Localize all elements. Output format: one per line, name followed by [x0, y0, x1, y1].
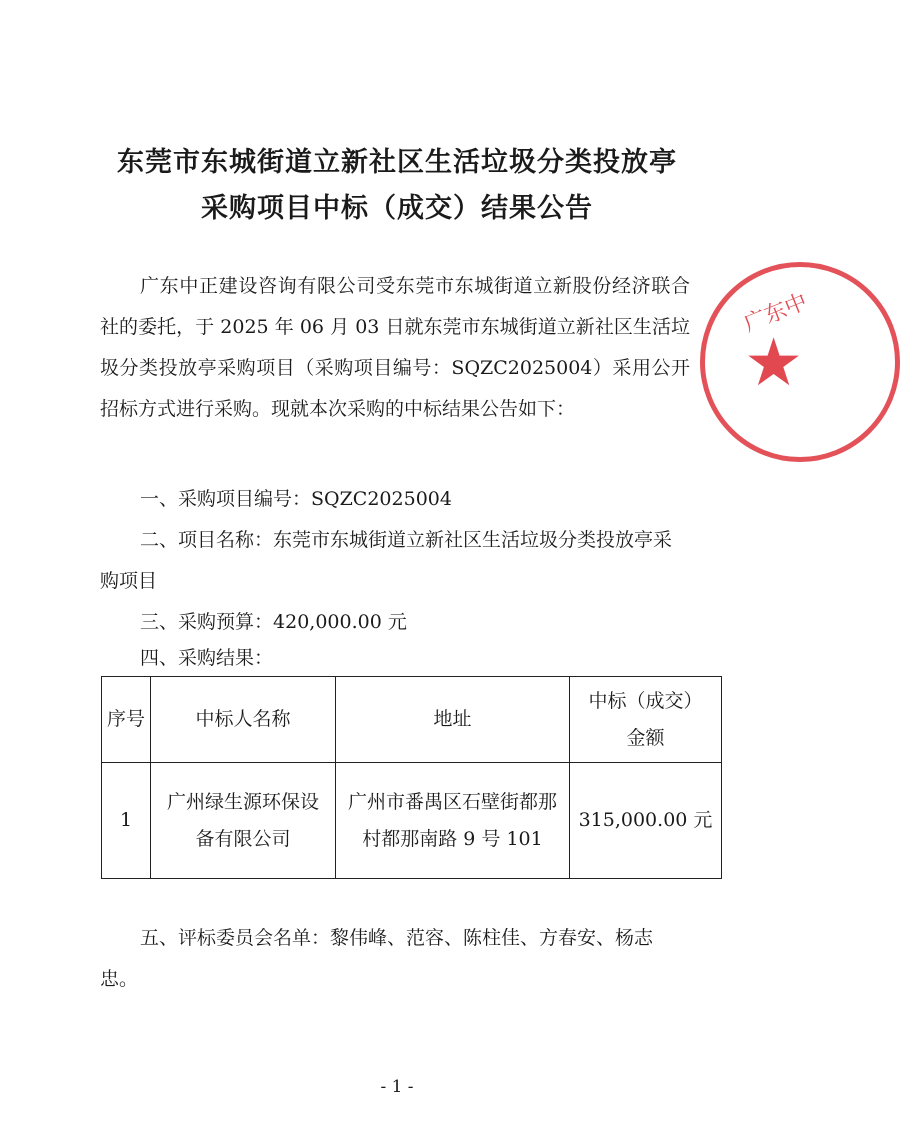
item3-label: 三、采购预算： — [140, 611, 274, 633]
item-project-name — [100, 520, 690, 602]
seal-text: 广东中 — [740, 289, 812, 338]
item-project-number — [100, 479, 690, 520]
table-header-row — [102, 677, 722, 763]
item1-label: 一、采购项目编号： — [140, 488, 312, 510]
item5-value: 黎伟峰、范容、陈柱佳、方春安、杨志忠。 — [100, 927, 654, 990]
cell-address — [336, 763, 570, 879]
intro-paragraph: 广东中正建设咨询有限公司受东莞市东城街道立新股份经济联合社的委托，于 2025 年 06 月 03 日就东莞市东城街道立新社区生活垃圾分类投放亭采购项目（采购项目编号：SQZC2025004）采用公开招标方式进行采购。现就本次采购的中标结果公告如下： — [100, 275, 690, 420]
item5-label: 五、评标委员会名单： — [140, 927, 331, 949]
header-amount — [570, 677, 722, 763]
cell-name-line-1: 广州绿生源环保设 — [166, 790, 319, 813]
result-table — [101, 676, 722, 879]
cell-name — [151, 763, 336, 879]
item-result-heading — [100, 638, 690, 679]
title-line-1: 东莞市东城街道立新社区生活垃圾分类投放亭 — [117, 147, 677, 178]
header-amount-line-2: 金额 — [626, 726, 665, 749]
header-seq: 序号 — [102, 677, 151, 763]
cell-address-line-1: 广州市番禺区石壁街都那 — [347, 790, 557, 813]
cell-amount: 315,000.00 元 — [570, 763, 722, 879]
item4-label: 四、采购结果： — [140, 647, 274, 669]
item1-value: SQZC2025004 — [311, 488, 452, 510]
item3-value: 420,000.00 元 — [273, 611, 407, 633]
document-title — [60, 140, 734, 232]
header-name: 中标人名称 — [151, 677, 336, 763]
title-line-2: 采购项目中标（成交）结果公告 — [201, 193, 593, 224]
page-number: - 1 - — [380, 1077, 414, 1097]
seal-star-icon: ★ — [744, 324, 804, 401]
item2-label: 二、项目名称： — [140, 529, 274, 551]
cell-name-line-2: 备有限公司 — [195, 827, 291, 850]
table-row — [102, 763, 722, 879]
item-committee — [100, 918, 690, 1000]
cell-seq: 1 — [102, 763, 151, 879]
item-budget — [100, 602, 690, 643]
item2-value: 东莞市东城街道立新社区生活垃圾分类投放亭采购项目 — [100, 529, 673, 592]
cell-address-line-2: 村都那南路 9 号 101 — [362, 827, 543, 850]
header-address: 地址 — [336, 677, 570, 763]
header-amount-line-1: 中标（成交） — [588, 689, 703, 712]
